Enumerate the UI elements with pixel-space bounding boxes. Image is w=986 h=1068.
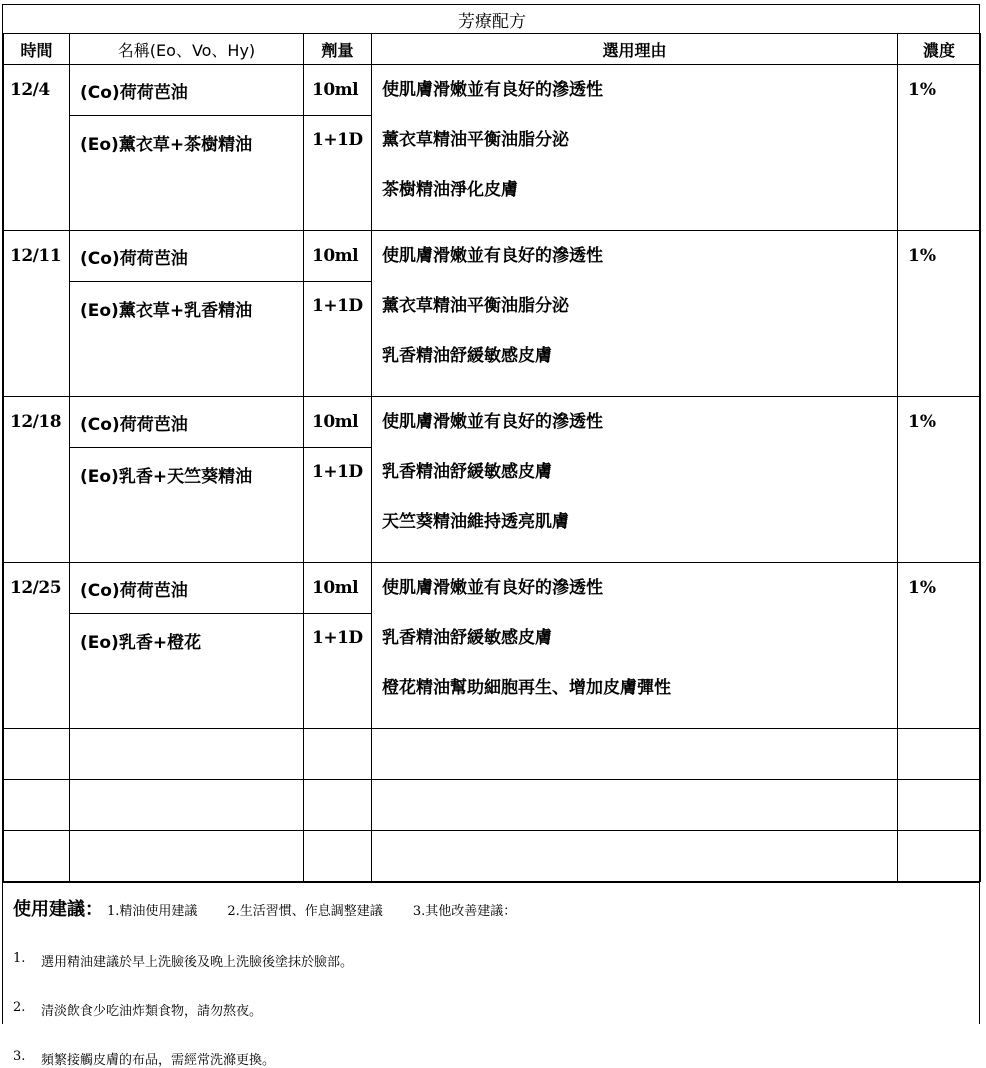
advice-option: 2.生活習慣、作息調整建議: [227, 904, 383, 919]
advice-item-text: 頻繁接觸皮膚的布品，需經常洗滌更換。: [41, 1053, 276, 1068]
advice-item: [13, 951, 969, 970]
concentration-cell: [898, 65, 981, 231]
carrier-oil-dose: 10ml: [304, 397, 372, 448]
reason-line: 橙花精油幫助細胞再生、增加皮膚彈性: [382, 678, 671, 698]
entry-date: 12/4: [4, 65, 70, 116]
aromatherapy-sheet: [2, 4, 980, 1068]
header-name: 名稱(Eo、Vo、Hy): [70, 34, 304, 65]
concentration-value: 1%: [908, 578, 936, 598]
header-reason: 選用理由: [372, 34, 898, 65]
entry-date-empty: [4, 614, 70, 729]
concentration-value: 1%: [908, 246, 936, 266]
table-title: 芳療配方: [4, 5, 981, 34]
reason-line: 薰衣草精油平衡油脂分泌: [382, 130, 569, 150]
reason-line: 薰衣草精油平衡油脂分泌: [382, 296, 569, 316]
reason-cell: [372, 65, 898, 231]
essential-oil-dose: 1+1D: [304, 448, 372, 563]
concentration-cell: [898, 563, 981, 729]
essential-oil-dose: 1+1D: [304, 614, 372, 729]
empty-row: [4, 831, 981, 882]
empty-row: [4, 729, 981, 780]
reason-line: 茶樹精油淨化皮膚: [382, 180, 518, 200]
essential-oil-name: (Eo)薰衣草+乳香精油: [70, 282, 304, 397]
reason-line: 乳香精油舒緩敏感皮膚: [382, 346, 552, 366]
advice-label: 使用建議：: [13, 899, 103, 920]
reason-line: 使肌膚滑嫩並有良好的滲透性: [382, 246, 603, 266]
advice-item: [13, 1000, 969, 1019]
entry-date-empty: [4, 448, 70, 563]
carrier-oil-dose: 10ml: [304, 563, 372, 614]
advice-item-number: 1.: [13, 951, 26, 966]
essential-oil-name: (Eo)薰衣草+茶樹精油: [70, 116, 304, 231]
table-row: [4, 65, 981, 116]
advice-item-text: 清淡飲食少吃油炸類食物，請勿熬夜。: [41, 1004, 263, 1019]
carrier-oil-name: (Co)荷荷芭油: [70, 563, 304, 614]
concentration-cell: [898, 231, 981, 397]
carrier-oil-name: (Co)荷荷芭油: [70, 397, 304, 448]
empty-row: [4, 780, 981, 831]
essential-oil-dose: 1+1D: [304, 282, 372, 397]
concentration-value: 1%: [908, 412, 936, 432]
advice-item: [13, 1049, 969, 1068]
essential-oil-name: (Eo)乳香+橙花: [70, 614, 304, 729]
usage-advice: [3, 882, 979, 1068]
header-dose: 劑量: [304, 34, 372, 65]
reason-line: 使肌膚滑嫩並有良好的滲透性: [382, 578, 603, 598]
formula-table: [3, 5, 981, 882]
concentration-cell: [898, 397, 981, 563]
entry-date-empty: [4, 282, 70, 397]
header-concentration: 濃度: [898, 34, 981, 65]
header-time: 時間: [4, 34, 70, 65]
carrier-oil-dose: 10ml: [304, 231, 372, 282]
concentration-value: 1%: [908, 80, 936, 100]
advice-option: 3.其他改善建議：: [412, 904, 517, 919]
reason-cell: [372, 563, 898, 729]
entry-date: 12/11: [4, 231, 70, 282]
reason-line: 天竺葵精油維持透亮肌膚: [382, 512, 569, 532]
carrier-oil-name: (Co)荷荷芭油: [70, 65, 304, 116]
essential-oil-name: (Eo)乳香+天竺葵精油: [70, 448, 304, 563]
reason-line: 乳香精油舒緩敏感皮膚: [382, 462, 552, 482]
advice-item-number: 3.: [13, 1049, 26, 1064]
table-row: [4, 231, 981, 282]
entry-date: 12/25: [4, 563, 70, 614]
reason-line: 乳香精油舒緩敏感皮膚: [382, 628, 552, 648]
reason-cell: [372, 231, 898, 397]
advice-heading: [13, 895, 969, 921]
carrier-oil-name: (Co)荷荷芭油: [70, 231, 304, 282]
reason-line: 使肌膚滑嫩並有良好的滲透性: [382, 80, 603, 100]
table-row: [4, 397, 981, 448]
entry-date: 12/18: [4, 397, 70, 448]
entry-date-empty: [4, 116, 70, 231]
advice-item-number: 2.: [13, 1000, 26, 1015]
reason-line: 使肌膚滑嫩並有良好的滲透性: [382, 412, 603, 432]
reason-cell: [372, 397, 898, 563]
table-row: [4, 563, 981, 614]
essential-oil-dose: 1+1D: [304, 116, 372, 231]
advice-option: 1.精油使用建議: [107, 904, 198, 919]
carrier-oil-dose: 10ml: [304, 65, 372, 116]
advice-item-text: 選用精油建議於早上洗臉後及晚上洗臉後塗抹於臉部。: [41, 955, 354, 970]
